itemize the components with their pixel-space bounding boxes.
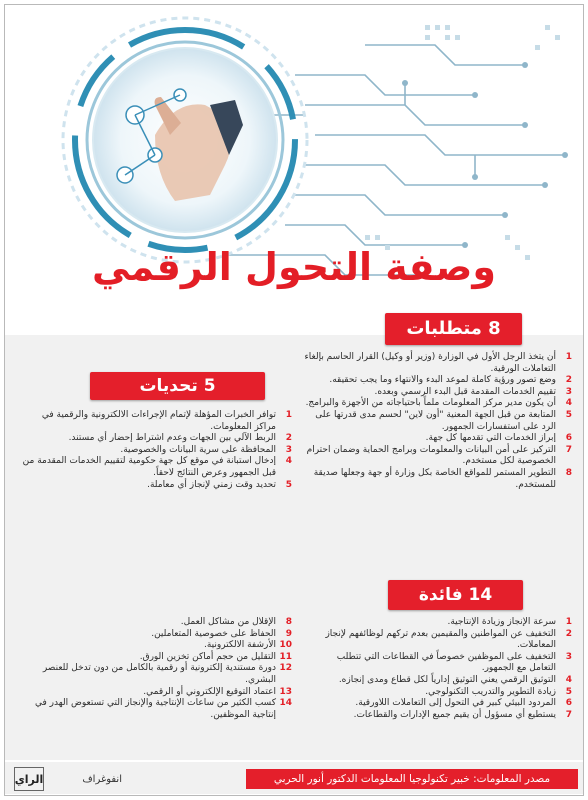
list-item: 3 المحافظة على سرية البيانات والخصوصية. (120, 444, 292, 455)
requirements-list (302, 352, 572, 491)
list-item: 11 التقليل من حجم أماكن تخزين الورق. (139, 651, 292, 662)
source-credit: مصدر المعلومات: خبير تكنولوجيا المعلومات الدكتور أنور الحربي (246, 769, 578, 789)
list-item: 4 أن يكون مدير مركز المعلومات ملماً باحتياجاته من الأجهزة والبرامج. (305, 398, 572, 409)
benefits-list-right (312, 617, 572, 721)
publisher-logo (14, 767, 122, 791)
list-item: 14 كسب الكثير من ساعات الإنتاجية والإنجاز التي تستعوض الهدر في إنتاجية الموظفين. (35, 698, 292, 720)
logo-mark-icon: الراي (14, 767, 44, 791)
infographic-label: انفوغراف (82, 773, 122, 785)
list-item: 10 الأرشفة الالكترونية. (203, 640, 292, 651)
list-item: 13 اعتماد التوقيع الإلكتروني أو الرقمي. (143, 686, 292, 697)
list-item: 5 زيادة التطوير والتدريب التكنولوجي. (425, 686, 572, 697)
benefits-heading: 14 فائدة (388, 580, 523, 610)
list-item: 2 الربط الآلي بين الجهات وعدم اشتراط إحضار أي مستند. (68, 433, 292, 444)
list-item: 12 دورة مستندية إلكترونية أو رقمية بالكامل من دون تدخل للعنصر البشري. (42, 663, 292, 685)
list-item: 3 التخفيف على الموظفين خصوصاً في القطاعات التي تتطلب التعامل مع الجمهور. (336, 651, 572, 674)
requirements-heading: 8 متطلبات (385, 313, 522, 345)
list-item: 8 الإقلال من مشاكل العمل. (180, 617, 292, 627)
list-item: 7 يستطيع أي مسؤول أن يقيم جميع الإدارات والقطاعات. (353, 709, 572, 720)
list-item: 5 تحديد وقت زمني لإنجاز أي معاملة. (147, 479, 292, 490)
list-item: 9 الحفاظ على خصوصية المتعاملين. (151, 628, 292, 639)
list-item: 6 المردود البيئي كبير في التحول إلى التعاملات اللاورقية. (355, 698, 572, 709)
list-item: 5 المتابعة من قبل الجهة المعنية "أون لاين" لحسم مدى قدرتها على الرد على استفسارات الجمهور. (315, 409, 572, 432)
list-item: 8 التطوير المستمر للمواقع الخاصة بكل وزارة أو جهة وجعلها صديقة للمستخدم. (313, 467, 572, 490)
benefits-list-left (22, 617, 292, 721)
list-item: 1 توافر الخبرات المؤهلة لإتمام الإجراءات الالكترونية والرقمية في مراكز المعلومات. (41, 410, 292, 432)
list-item: 1 أن يتخذ الرجل الأول في الوزارة (وزير أو وكيل) القرار الحاسم بإلغاء التعاملات الورقية. (304, 352, 572, 374)
list-item: 4 إدخال استبانة في موقع كل جهة حكومية لتقييم الخدمات المقدمة من قبل الجمهور وعرض النتائج لاحقاً. (22, 456, 292, 478)
list-item: 7 التركيز على أمن البيانات والمعلومات وبرامج الحماية وضمان احترام الخصوصية لكل مستخدم. (306, 444, 572, 467)
list-item: 6 إبراز الخدمات التي تقدمها كل جهة. (425, 433, 572, 444)
list-item: 4 التوثيق الرقمي يعني التوثيق إدارياً لكل قطاع ومدى إنجازه. (338, 674, 572, 685)
list-item: 2 وضع تصور ورؤية كاملة لموعد البدء والانتهاء وما يجب تحقيقه. (329, 375, 572, 386)
challenges-list (22, 410, 292, 491)
page-title: وصفة التحول الرقمي (92, 245, 496, 289)
list-item: 3 تقييم الخدمات المقدمة قبل البدء الرسمي وبعده. (374, 386, 572, 397)
challenges-heading: 5 تحديات (90, 372, 265, 400)
list-item: 1 سرعة الإنجاز وزيادة الإنتاجية. (447, 617, 572, 627)
list-item: 2 التخفيف عن المواطنين والمقيمين بعدم تركهم لوظائفهم لإنجاز المعاملات. (325, 628, 572, 651)
